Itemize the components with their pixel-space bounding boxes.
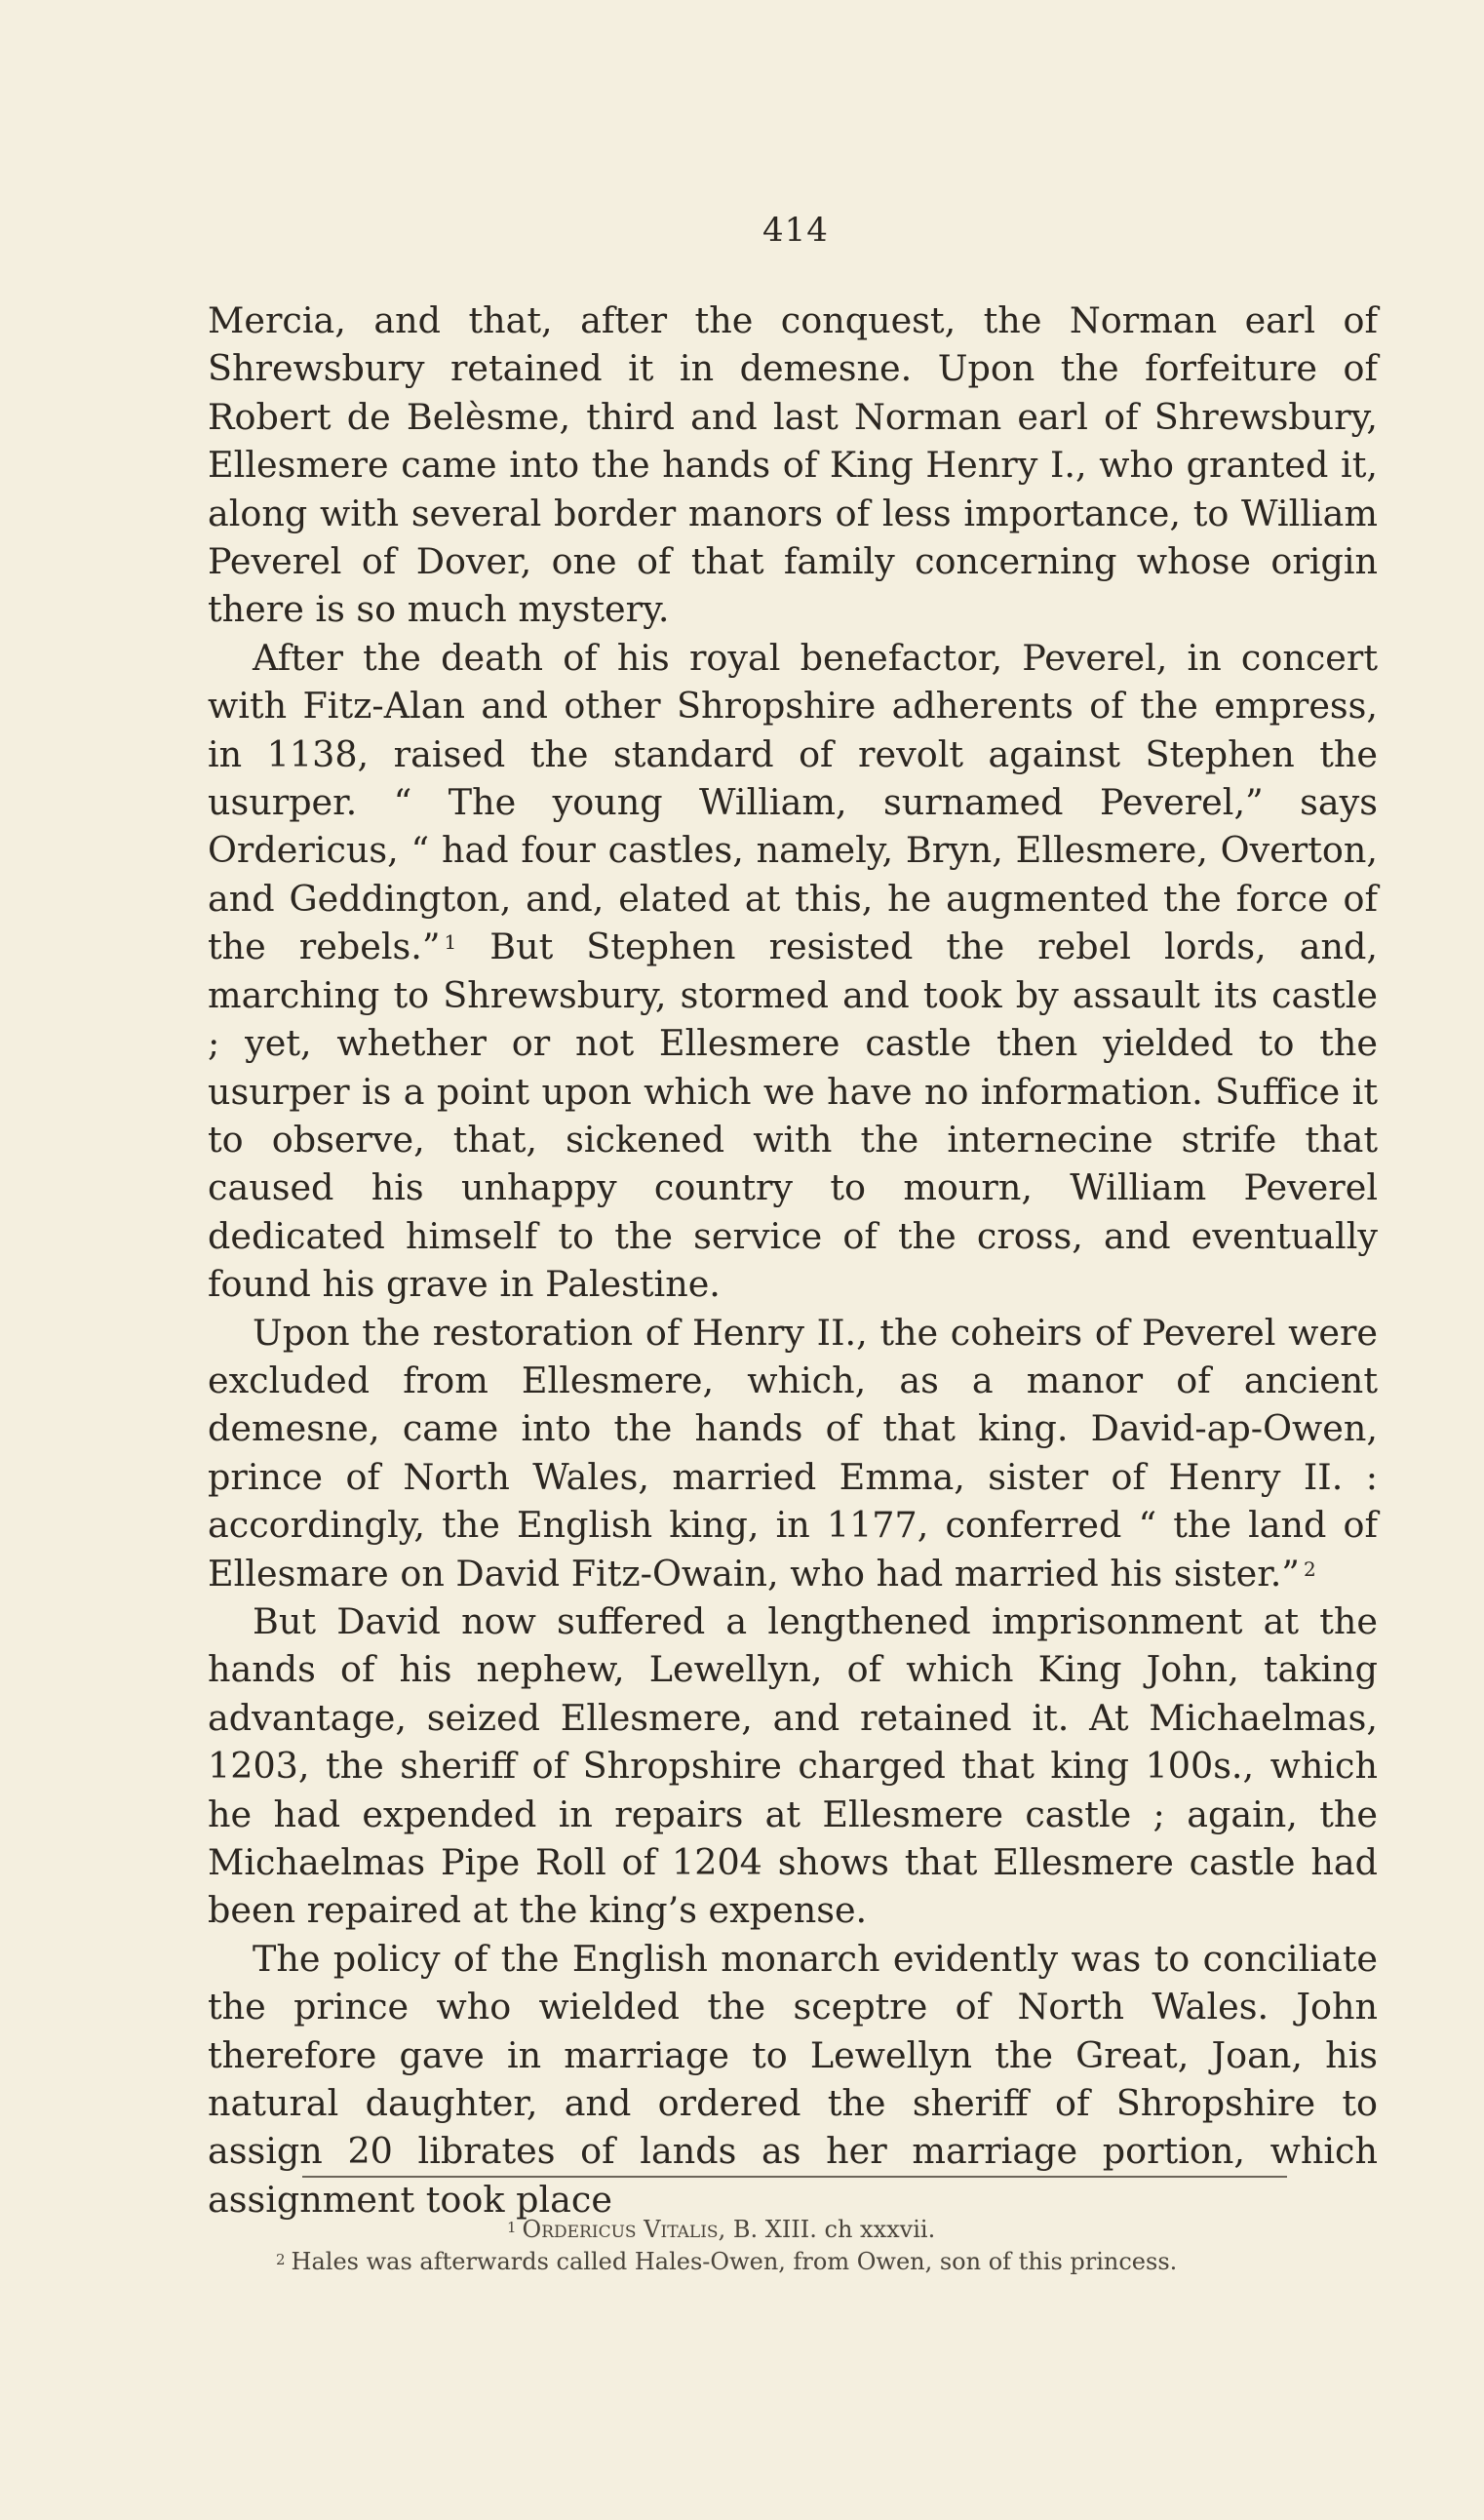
footnotes <box>0 2214 1484 2278</box>
footnote-text: Hales was afterwards called Hales-Owen, from Owen, son of this princess. <box>291 2248 1178 2275</box>
paragraph <box>208 1597 1378 1935</box>
footnote-1 <box>0 2214 1484 2246</box>
footnote-mark: 1 <box>507 2219 517 2236</box>
footnote-text: B. XIII. ch xxxvii. <box>732 2216 936 2243</box>
paragraph <box>208 634 1378 1309</box>
footnote-2 <box>0 2246 1484 2278</box>
footnote-author: Ordericus Vitalis, <box>522 2216 726 2243</box>
body-text <box>208 296 1378 2224</box>
paragraph-text: The policy of the English monarch evidently was to conciliate the prince who wielded the sceptre of North Wales. John therefore gave in marriage to Lewellyn the Great, Joan, his natural daughter, and ordered the sheriff of Shropshire to assign 20 librates of lands as her marriage portion, which assignment took place <box>208 1937 1378 2221</box>
paragraph-text-continued: But Stephen resisted the rebel lords, and, marching to Shrewsbury, stormed and took by assault its castle ; yet, whether or not Ellesmere castle then yielded to the usurper is a point upon which we have no information. Suffice it to observe, that, sickened with the internecine strife that caused his unhappy country to mourn, William Peverel dedicated himself to the service of the cross, and eventually found his grave in Palestine. <box>208 925 1378 1306</box>
footnote-ref-2[interactable]: 2 <box>1303 1556 1316 1581</box>
footnote-ref-1[interactable]: 1 <box>444 930 457 955</box>
footnote-mark: 2 <box>276 2251 286 2268</box>
paragraph-text: Mercia, and that, after the conquest, the Norman earl of Shrewsbury retained it in demesne. Upon the forfeiture of Robert de Belèsme, third and last Norman earl of Shrewsbury, Ellesmere came into the hands of King Henry I., who granted it, along with several border manors of less importance, to William Peverel of Dover, one of that family concerning whose origin there is so much mystery. <box>208 299 1378 631</box>
paragraph-text: After the death of his royal benefactor, Peverel, in concert with Fitz-Alan and other Shropshire adherents of the empress, in 1138, raised the standard of revolt against Stephen the usurper. “ The young William, surnamed Peverel,” says Ordericus, “ had four castles, namely, Bryn, Ellesmere, Overton, and Geddington, and, elated at this, he augmented the force of the rebels.” <box>208 636 1378 968</box>
paragraph-text: But David now suffered a lengthened imprisonment at the hands of his nephew, Lewellyn, of which King John, taking advantage, seized Ellesmere, and retained it. At Michaelmas, 1203, the sheriff of Shropshire charged that king 100s., which he had expended in repairs at Ellesmere castle ; again, the Michaelmas Pipe Roll of 1204 shows that Ellesmere castle had been repaired at the king’s expense. <box>208 1599 1378 1932</box>
footnote-divider <box>302 2176 1287 2178</box>
paragraph <box>208 1309 1378 1597</box>
paragraph <box>208 296 1378 634</box>
paragraph-text: Upon the restoration of Henry II., the coheirs of Peverel were excluded from Ellesmere, which, as a manor of ancient demesne, came into the hands of that king. David-ap-Owen, prince of North Wales, married Emma, sister of Henry II. : accordingly, the English king, in 1177, conferred “ the land of Ellesmare on David Fitz-Owain, who had married his sister.” <box>208 1311 1378 1595</box>
paragraph <box>208 1935 1378 2224</box>
page-number: 414 <box>762 211 829 250</box>
